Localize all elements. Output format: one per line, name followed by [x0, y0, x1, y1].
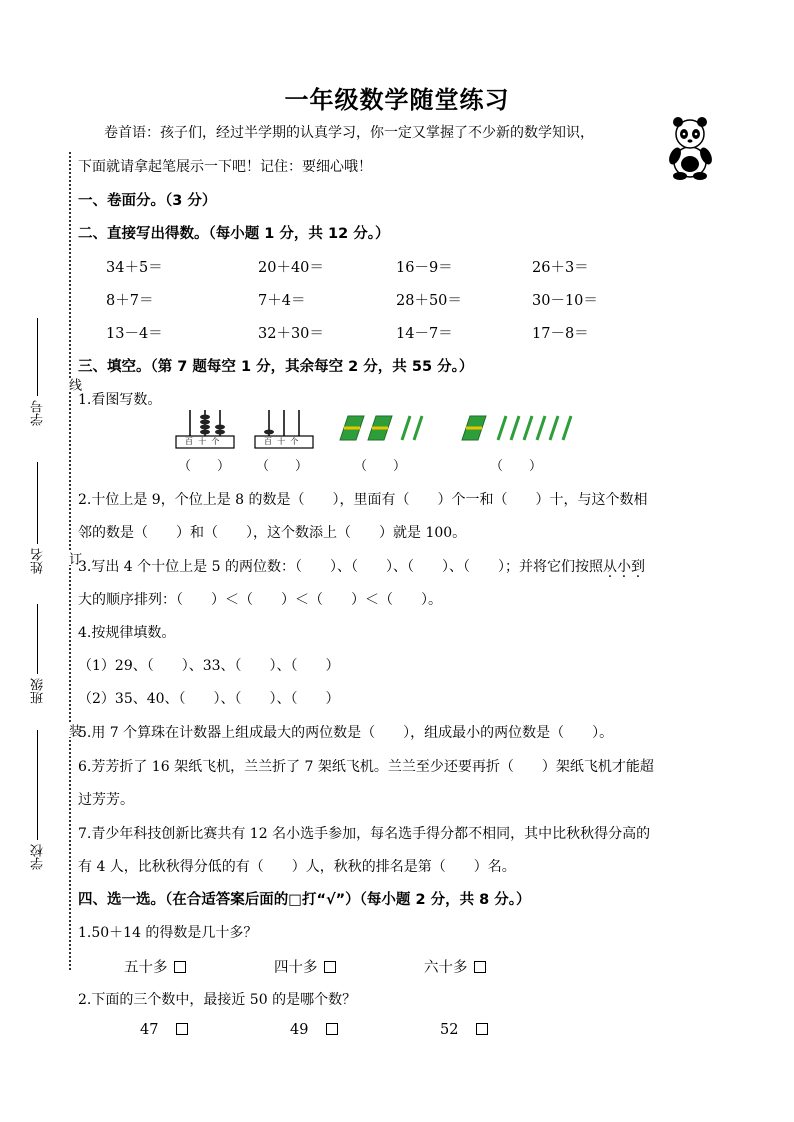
- stick-bundles-2: [460, 414, 580, 444]
- cut-mark-line: 线: [66, 378, 81, 391]
- equation: 13－4＝: [106, 326, 163, 342]
- section1-heading: 一、卷面分。（3 分）: [78, 193, 217, 209]
- cut-mark-staple: 订: [66, 552, 81, 565]
- section4-heading: 四、选一选。（在合适答案后面的□打“√”）（每小题 2 分，共 8 分。）: [78, 892, 531, 908]
- answer-blank[interactable]: （ ）: [256, 459, 309, 474]
- question-3-3-line2: 大的顺序排列：（ ）＜（ ）＜（ ）＜（ ）。: [78, 592, 442, 608]
- equation: 7＋4＝: [258, 293, 306, 309]
- option-49[interactable]: 49: [290, 1022, 338, 1038]
- cut-mark-bind: 装: [66, 724, 81, 737]
- checkbox[interactable]: [174, 961, 186, 973]
- question-3-7-line1: 7.青少年科技创新比赛共有 12 名小选手参加，每名选手得分都不相同，其中比秋秋得分高的: [78, 826, 651, 842]
- question-3-2-line1: 2.十位上是 9，个位上是 8 的数是（ ），里面有（ ）个一和（ ）十，与这个数相: [78, 492, 648, 508]
- option-forty-something[interactable]: 四十多: [274, 956, 336, 977]
- school-line: [37, 730, 38, 840]
- equation: 8＋7＝: [106, 293, 154, 309]
- question-3-4-1: （1）29、（ ）、33、（ ）、（ ）: [78, 658, 340, 674]
- question-3-6-line2: 过芳芳。: [78, 792, 134, 808]
- question-3-6-line1: 6.芳芳折了 16 架纸飞机，兰兰折了 7 架纸飞机。兰兰至少还要再折（ ）架纸飞机才能超: [78, 759, 654, 775]
- abacus-1-place-labels: 百 十 个: [185, 437, 220, 446]
- equation: 14－7＝: [396, 326, 453, 342]
- option-52[interactable]: 52: [440, 1022, 488, 1038]
- checkbox[interactable]: [176, 1023, 188, 1035]
- checkbox[interactable]: [476, 1023, 488, 1035]
- equation: 28＋50＝: [396, 293, 462, 309]
- checkbox[interactable]: [324, 961, 336, 973]
- equation: 17－8＝: [532, 326, 589, 342]
- question-3-3-line1: 3.写出 4 个十位上是 5 的两位数：（ ）、（ ）、（ ）、（ ）；并将它们按照从小到: [78, 559, 645, 575]
- class-label: 班级: [31, 678, 46, 704]
- intro-line-2: 下面就请拿起笔展示一下吧！记住：要细心哦！: [78, 159, 372, 175]
- answer-blank[interactable]: （ ）: [178, 459, 231, 474]
- intro-line-1: 卷首语：孩子们，经过半学期的认真学习，你一定又掌握了不少新的数学知识，: [104, 125, 594, 141]
- question-3-1: 1.看图写数。: [78, 392, 162, 408]
- stick-bundles-1: [338, 414, 432, 444]
- question-4-2: 2.下面的三个数中，最接近 50 的是哪个数？: [78, 992, 357, 1008]
- question-3-4-2: （2）35、40、（ ）、（ ）、（ ）: [78, 691, 340, 707]
- checkbox[interactable]: [474, 961, 486, 973]
- answer-blank[interactable]: （ ）: [354, 459, 407, 474]
- equation: 26＋3＝: [532, 260, 589, 276]
- school-label: 学校: [31, 844, 46, 870]
- class-line: [37, 604, 38, 674]
- equation: 16－9＝: [396, 260, 453, 276]
- question-3-5: 5.用 7 个算珠在计数器上组成最大的两位数是（ ），组成最小的两位数是（ ）。: [78, 725, 614, 741]
- name-label: 姓名: [31, 548, 46, 574]
- option-sixty-something[interactable]: 六十多: [424, 956, 486, 977]
- question-4-1: 1.50＋14 的得数是几十多？: [78, 925, 258, 941]
- question-3-4: 4.按规律填数。: [78, 625, 176, 641]
- student-id-line: [37, 318, 38, 396]
- answer-blank[interactable]: （ ）: [490, 459, 543, 474]
- name-line: [37, 462, 38, 544]
- panda-icon: [664, 112, 716, 180]
- abacus-2-place-labels: 百 十 个: [264, 437, 299, 446]
- section3-heading: 三、填空。（第 7 题每空 1 分，其余每空 2 分，共 55 分。）: [78, 359, 474, 375]
- equation: 20＋40＝: [258, 260, 324, 276]
- page-title: 一年级数学随堂练习: [284, 85, 510, 114]
- equation: 30－10＝: [532, 293, 598, 309]
- student-id-label: 学号: [31, 400, 46, 426]
- equation: 34＋5＝: [106, 260, 163, 276]
- checkbox[interactable]: [326, 1023, 338, 1035]
- option-47[interactable]: 47: [140, 1022, 188, 1038]
- question-3-2-line2: 邻的数是（ ）和（ ），这个数添上（ ）就是 100。: [78, 525, 467, 541]
- equation: 32＋30＝: [258, 326, 324, 342]
- section2-heading: 二、直接写出得数。（每小题 1 分，共 12 分。）: [78, 226, 390, 242]
- question-3-7-line2: 有 4 人，比秋秋得分低的有（ ）人，秋秋的排名是第（ ）名。: [78, 859, 516, 875]
- option-fifty-something[interactable]: 五十多: [124, 956, 186, 977]
